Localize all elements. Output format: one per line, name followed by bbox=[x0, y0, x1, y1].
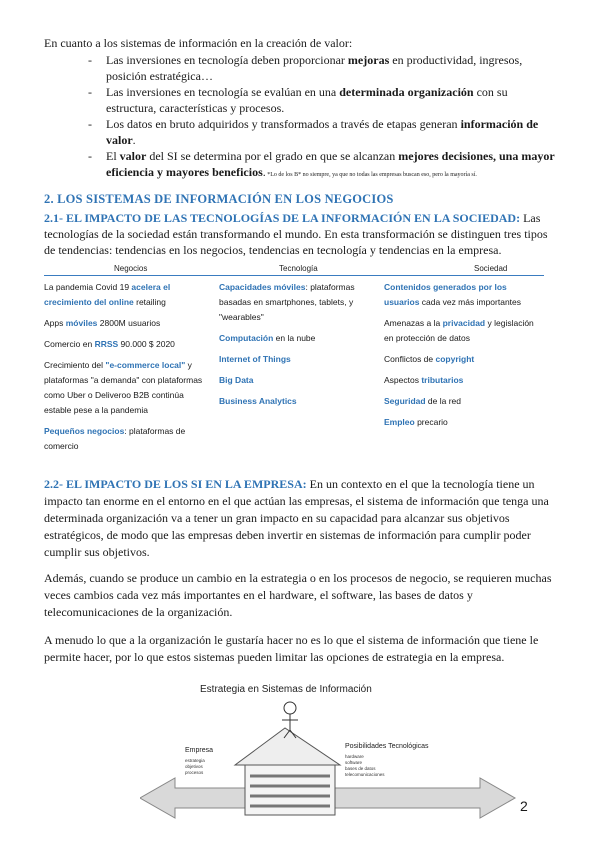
posibilidades-item: bases de datos bbox=[345, 766, 376, 771]
empresa-item: objetivos bbox=[185, 764, 203, 769]
person-icon bbox=[284, 702, 296, 714]
column-header: Negocios bbox=[114, 264, 148, 273]
strategy-diagram bbox=[140, 680, 520, 830]
list-item: Big Data bbox=[219, 375, 254, 385]
list-item: Computación en la nube bbox=[219, 333, 316, 343]
list-item: Empleo precario bbox=[384, 417, 448, 427]
list-item: Amenazas a la privacidad y legislación en protección de datos bbox=[384, 318, 534, 343]
empresa-item: procesos bbox=[185, 770, 204, 775]
list-item: Pequeños negocios: plataformas de comercio bbox=[44, 426, 186, 451]
list-item: La pandemia Covid 19 acelera el crecimiento del online retailing bbox=[44, 282, 171, 307]
posibilidades-label: Posibilidades Tecnológicas bbox=[345, 743, 429, 750]
footnote-text: *Lo de los B* no siempre, ya que no todas las empresas buscan eso, pero la mayoría sí. bbox=[265, 172, 477, 178]
value-bullets bbox=[88, 52, 558, 183]
bullet-item: - Los datos en bruto adquiridos y transformados a través de etapas generan información de valor. bbox=[88, 117, 539, 147]
section-title: 2. LOS SISTEMAS DE INFORMACIÓN EN LOS NEGOCIOS bbox=[44, 192, 394, 206]
posibilidades-item: hardware bbox=[345, 754, 364, 759]
list-item: Capacidades móviles: plataformas basadas en smartphones, tablets, y "wearables" bbox=[219, 282, 355, 322]
list-item: Crecimiento del "e-commerce local" y plataformas "a demanda" con plataformas como Uber o Deliveroo B2B continúa estable pese a la pandemia bbox=[44, 360, 203, 415]
subsection-2: 2.2- EL IMPACTO DE LOS SI EN LA EMPRESA: En un contexto en el que la tecnología tiene un impacto tan enorme en el entorno en el que actúan las empresas, el sistema de información que tenga una determinada organización va a tener un gran impacto en su capacidad para alcanzar sus objetivos estratégicos, de modo que las empresas deben invertir en sistemas de información para cumplir poder cumplir sus objetivos. bbox=[44, 477, 549, 559]
list-item: Contenidos generados por los usuarios cada vez más importantes bbox=[384, 282, 522, 307]
table-header bbox=[44, 263, 544, 276]
empresa-label: Empresa bbox=[185, 747, 214, 754]
column-sociedad bbox=[384, 280, 544, 460]
column-header: Tecnología bbox=[279, 264, 318, 273]
diagram-title: Estrategia en Sistemas de Información bbox=[200, 684, 372, 695]
subsection-1: 2.1- EL IMPACTO DE LAS TECNOLOGÍAS DE LA INFORMACIÓN EN LA SOCIEDAD: Las tecnologías de la sociedad están transformando el mundo. En esta transformación se distinguen tres tipos de tendencias: tendencias en los negocios, tendencias en tecnología y tendencias en la empresa. bbox=[44, 211, 548, 257]
bullet-item: - Las inversiones en tecnología se evalúan en una determinada organización con su estructura, características y procesos. bbox=[88, 85, 508, 115]
diagram-graphic bbox=[140, 680, 520, 830]
list-item: Business Analytics bbox=[219, 396, 297, 406]
subsection-2-title: 2.2- EL IMPACTO DE LOS SI EN LA EMPRESA: bbox=[44, 477, 307, 491]
list-item: Aspectos tributarios bbox=[384, 375, 464, 385]
list-item: Apps móviles 2800M usuarios bbox=[44, 318, 161, 328]
posibilidades-item: telecomunicaciones bbox=[345, 772, 385, 777]
paragraph: A menudo lo que a la organización le gustaría hacer no es lo que el sistema de información que tiene le permite hacer, por lo que estos sistemas pueden limitar las opciones de estrategia en la empresa. bbox=[44, 633, 539, 664]
posibilidades-item: software bbox=[345, 760, 363, 765]
column-header: Sociedad bbox=[474, 264, 508, 273]
paragraph: Además, cuando se produce un cambio en la estrategia o en los procesos de negocio, se requieren muchas veces cambios cada vez más importantes en el hardware, el software, las bases de datos y telecomunicaciones de la organización. bbox=[44, 571, 552, 619]
column-negocios bbox=[44, 280, 219, 460]
list-item: Comercio en RRSS 90.000 $ 2020 bbox=[44, 339, 175, 349]
bullet-item: - El valor del SI se determina por el grado en que se alcanzan mejores decisiones, una mayor eficiencia y mayores beneficios. *Lo de los B* no siempre, ya que no todas las empresas buscan eso, pero la mayoría sí. bbox=[88, 149, 555, 179]
list-item: Seguridad de la red bbox=[384, 396, 462, 406]
list-item: Conflictos de copyright bbox=[384, 354, 475, 364]
trends-table bbox=[44, 263, 544, 460]
page-number: 2 bbox=[520, 798, 528, 814]
intro-text: En cuanto a los sistemas de información en la creación de valor: bbox=[44, 36, 353, 50]
empresa-item: estrategia bbox=[185, 758, 205, 763]
column-tecnologia bbox=[219, 280, 384, 460]
bullet-item: - Las inversiones en tecnología deben proporcionar mejoras en productividad, ingresos, posición estratégica… bbox=[88, 53, 523, 83]
subsection-1-title: 2.1- EL IMPACTO DE LAS TECNOLOGÍAS DE LA INFORMACIÓN EN LA SOCIEDAD: bbox=[44, 211, 521, 225]
list-item: Internet of Things bbox=[219, 354, 291, 364]
